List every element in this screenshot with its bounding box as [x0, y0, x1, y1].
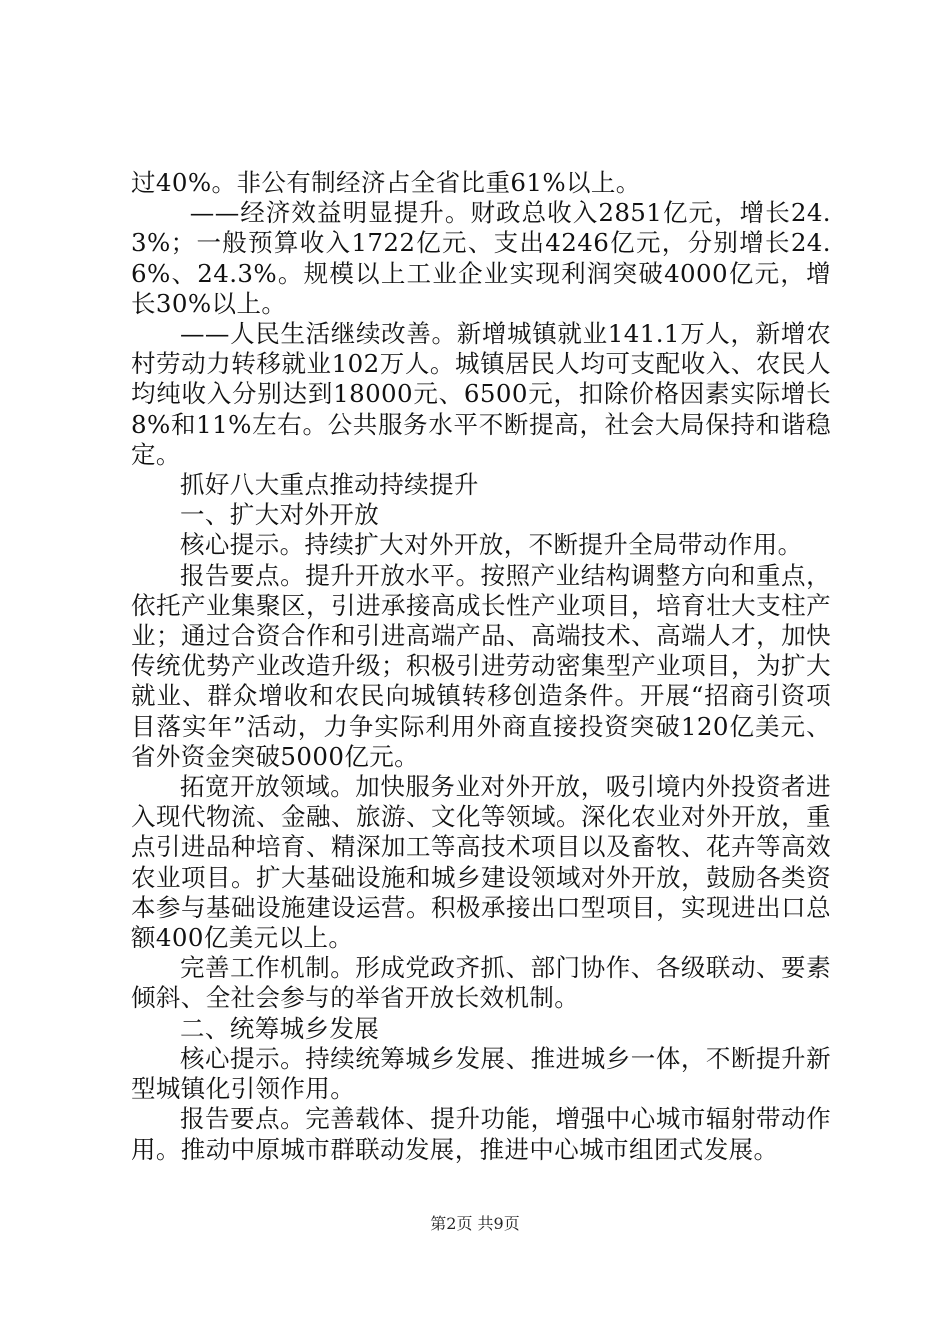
paragraph-core-hint-2: 核心提示。持续统筹城乡发展、推进城乡一体，不断提升新型城镇化引领作用。 [131, 1043, 831, 1104]
subsection-heading-urban-rural: 二、统筹城乡发展 [180, 1013, 380, 1043]
paragraph-continuation: 过40%。非公有制经济占全省比重61%以上。 [131, 168, 641, 197]
paragraph-report-points-1: 报告要点。提升开放水平。按照产业结构调整方向和重点，依托产业集聚区，引进承接高成长性产业项目，培育壮大支柱产业；通过合资合作和引进高端产品、高端技术、高端人才，加快传统优势产业改造升级；积极引进劳动密集型产业项目，为扩大就业、群众增收和农民向城镇转移创造条件。开展“招商引资项目落实年”活动，力争实际利用外商直接投资突破120亿美元、省外资金突破5000亿元。 [131, 560, 831, 771]
paragraph-work-mechanism: 完善工作机制。形成党政齐抓、部门协作、各级联动、要素倾斜、全社会参与的举省开放长效机制。 [131, 953, 831, 1013]
section-heading: 抓好八大重点推动持续提升 [180, 470, 479, 500]
page-footer [0, 1214, 950, 1234]
document-body [131, 168, 831, 1165]
paragraph-core-hint-1: 核心提示。持续扩大对外开放，不断提升全局带动作用。 [180, 530, 803, 560]
paragraph-report-points-2: 报告要点。完善载体、提升功能，增强中心城市辐射带动作用。推动中原城市群联动发展，推进中心城市组团式发展。 [131, 1104, 831, 1164]
paragraph-economic-benefits: ——经济效益明显提升。财政总收入2851亿元，增长24.3%；一般预算收入1722亿元、支出4246亿元，分别增长24.6%、24.3%。规模以上工业企业实现利润突破4000亿元，增长30%以上。 [131, 198, 831, 318]
paragraph-living-standards: ——人民生活继续改善。新增城镇就业141.1万人，新增农村劳动力转移就业102万人。城镇居民人均可支配收入、农民人均纯收入分别达到18000元、6500元，扣除价格因素实际增长8%和11%左右。公共服务水平不断提高，社会大局保持和谐稳定。 [131, 319, 831, 469]
page-number: 第2页 共9页 [430, 1214, 520, 1233]
paragraph-broaden-fields: 拓宽开放领域。加快服务业对外开放，吸引境内外投资者进入现代物流、金融、旅游、文化等领域。深化农业对外开放，重点引进品种培育、精深加工等高技术项目以及畜牧、花卉等高效农业项目。扩大基础设施和城乡建设领域对外开放，鼓励各类资本参与基础设施建设运营。积极承接出口型项目，实现进出口总额400亿美元以上。 [131, 772, 831, 953]
subsection-heading-opening-up: 一、扩大对外开放 [180, 500, 380, 530]
